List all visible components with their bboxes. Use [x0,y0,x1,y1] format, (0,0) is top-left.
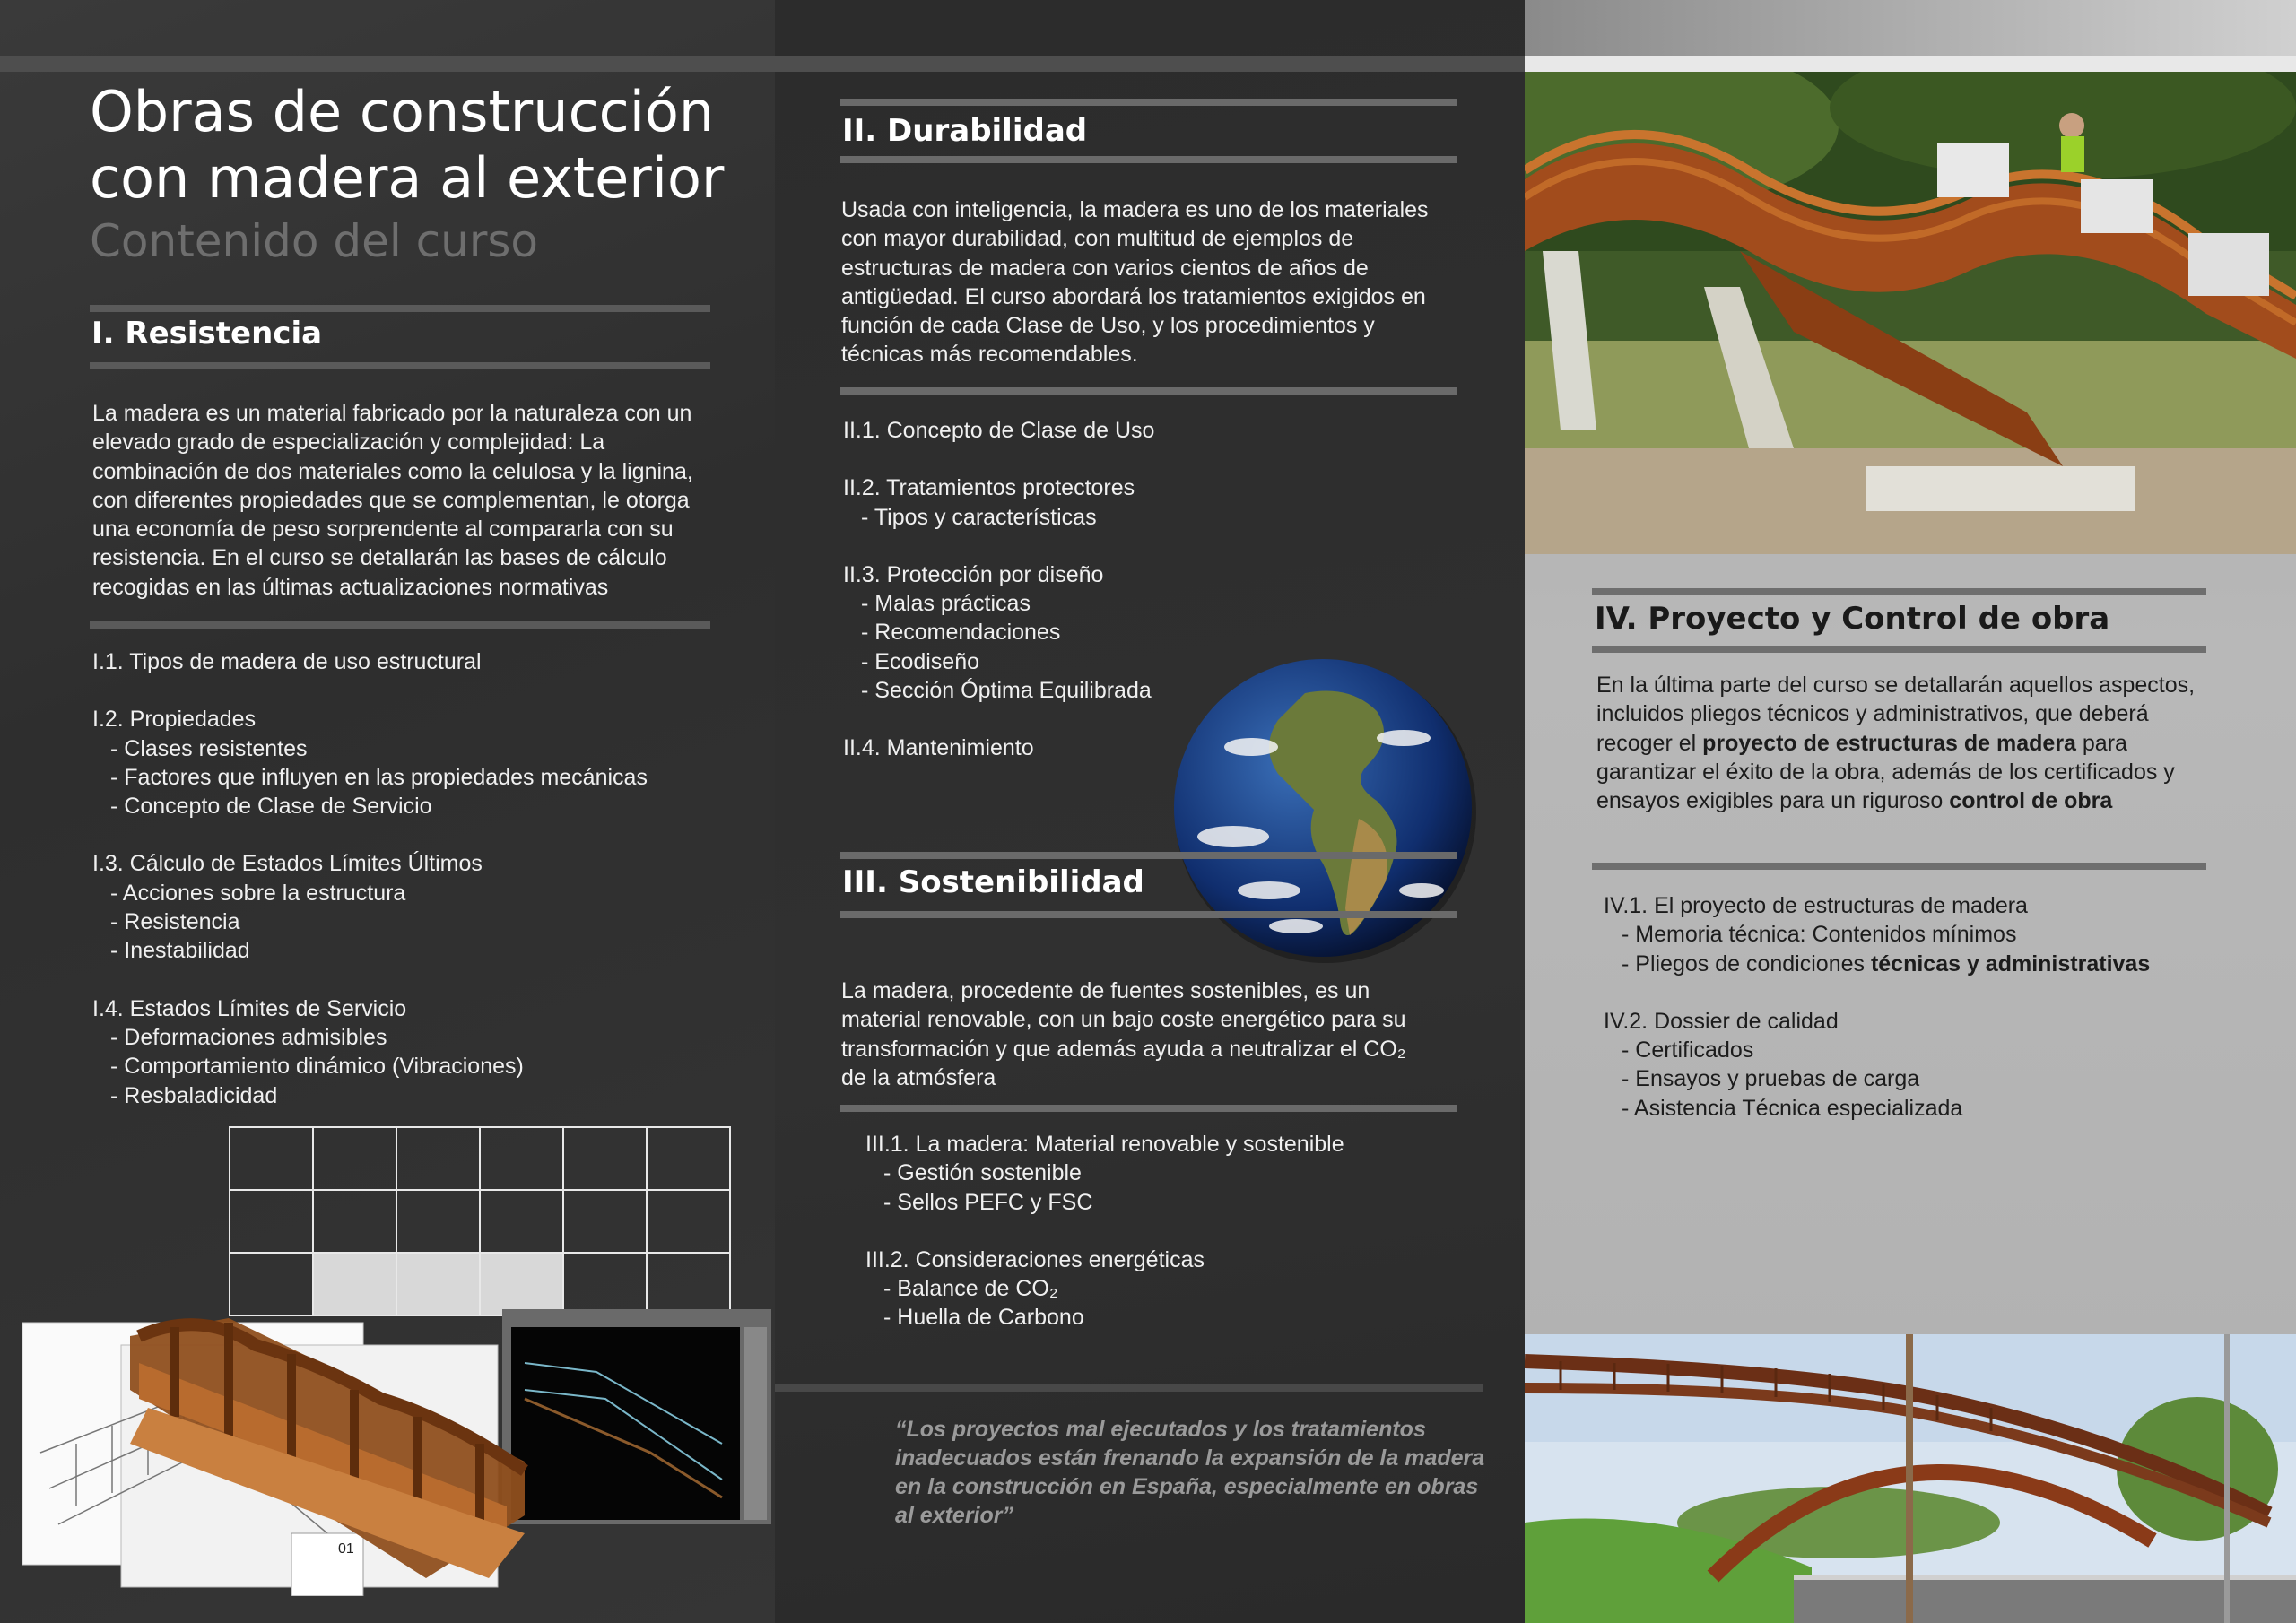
wooden-bridge-photo [1525,72,2296,554]
list-item: I.2. Propiedades [92,707,257,733]
pull-quote: “Los proyectos mal ejecutados y los tratamientos inadecuados están frenando la expansión de la madera en la construcción en España, especialmente en obras al exterior” [895,1417,1485,1528]
list-subitem: - Ecodiseño [861,648,980,674]
section-paragraph-durabilidad: Usada con inteligencia, la madera es uno de los materiales con mayor durabilidad, con multitud de ejemplos de estructuras de madera con varios cientos de años de antigüedad. El curso abordará los tratamientos exigidos en función de cada Clase de Uso, y los procedimientos y técnicas más recomendables. [841,197,1429,368]
topic-list-proyecto [1604,891,2231,1123]
topic-list-resistencia [92,647,756,1110]
list-item: II.3. Protección por diseño [843,561,1104,587]
divider [775,1384,1483,1392]
list-subitem: - Concepto de Clase de Servicio [110,794,432,820]
title-line-1: Obras de construcción [90,79,715,144]
bridge-cad-drawing [22,1309,776,1596]
divider [840,852,1457,859]
blueprint-grid [229,1126,731,1316]
list-item: I.4. Estados Límites de Servicio [92,995,407,1021]
arch-bridge-photo [1525,1334,2296,1623]
list-subitem: - Huella de Carbono [883,1305,1084,1331]
topic-list-sostenibilidad [865,1130,1422,1332]
list-item: III.1. La madera: Material renovable y sostenible [865,1132,1344,1157]
list-item: III.2. Consideraciones energéticas [865,1246,1205,1272]
list-subitem: - Ensayos y pruebas de carga [1622,1066,1920,1092]
section-heading-sostenibilidad: III. Sostenibilidad [842,864,1144,900]
list-subitem: - Sección Óptima Equilibrada [861,678,1152,704]
list-subitem: - Asistencia Técnica especializada [1622,1095,1963,1121]
drawing-label: 01 [338,1541,354,1557]
list-item: I.3. Cálculo de Estados Límites Últimos [92,851,483,877]
section-heading-proyecto: IV. Proyecto y Control de obra [1595,601,2110,637]
divider [840,387,1457,395]
list-subitem: - Sellos PEFC y FSC [883,1189,1093,1215]
list-subitem: - Pliegos de condiciones técnicas y administrativas [1622,950,2151,976]
list-subitem: - Certificados [1622,1037,1754,1063]
list-subitem: - Deformaciones admisibles [110,1024,387,1050]
divider [1592,646,2206,653]
section-paragraph-resistencia: La madera es un material fabricado por la naturaleza con un elevado grado de especialización y complejidad: La combinación de dos materiales como la celulosa y la lignina, con diferentes propiedades que se complementan, le otorga una economía de peso sorprendente al compararla con su resistencia. En el curso se detallarán las bases de cálculo recogidas en las últimas actualizaciones normativas [92,401,693,600]
list-subitem: - Balance de CO₂ [883,1276,1058,1302]
page-title [90,79,724,212]
top-line-right [1525,56,2296,72]
divider [90,305,710,312]
divider [1592,863,2206,870]
top-band-right [1525,0,2296,56]
list-subitem: - Clases resistentes [110,735,308,761]
list-subitem: - Resistencia [110,909,240,935]
list-item: II.1. Concepto de Clase de Uso [843,418,1155,443]
section-paragraph-proyecto: En la última parte del curso se detallarán aquellos aspectos, incluidos pliegos técnicos y administrativos, que deberá recoger el proyecto de estructuras de madera para garantizar el éxito de la obra, además de los certificados y ensayos exigibles para un riguroso control de obra [1596,673,2196,814]
list-item: II.4. Mantenimiento [843,735,1034,761]
list-subitem: - Malas prácticas [861,591,1031,617]
divider [840,1105,1457,1112]
section-paragraph-sostenibilidad: La madera, procedente de fuentes sostenibles, es un material renovable, con un bajo coste energético para su transformación y que además ayuda a neutralizar el CO₂ de la atmósfera [841,978,1406,1090]
list-item: II.2. Tratamientos protectores [843,475,1135,501]
divider [90,362,710,369]
divider [840,156,1457,163]
title-line-2: con madera al exterior [90,145,725,211]
divider [840,99,1457,106]
list-subitem: - Recomendaciones [861,620,1061,646]
list-subitem: - Inestabilidad [110,938,250,964]
list-subitem: - Comportamiento dinámico (Vibraciones) [110,1054,524,1080]
list-subitem: - Memoria técnica: Contenidos mínimos [1622,922,2017,948]
divider [1592,588,2206,595]
divider [840,911,1457,918]
list-item: I.1. Tipos de madera de uso estructural [92,649,482,674]
list-subitem: - Resbaladicidad [110,1082,278,1108]
divider [90,621,710,629]
list-subitem: - Tipos y características [861,504,1097,530]
section-heading-durabilidad: II. Durabilidad [842,113,1088,149]
section-heading-resistencia: I. Resistencia [91,316,323,352]
list-subitem: - Factores que influyen en las propiedades mecánicas [110,764,648,790]
topic-list-durabilidad [843,416,1220,763]
page-subtitle: Contenido del curso [90,215,539,267]
earth-globe-icon [1170,657,1481,968]
list-subitem: - Gestión sostenible [883,1160,1082,1186]
list-item: IV.1. El proyecto de estructuras de madera [1604,893,2028,918]
list-item: IV.2. Dossier de calidad [1604,1008,1839,1034]
list-subitem: - Acciones sobre la estructura [110,880,406,906]
